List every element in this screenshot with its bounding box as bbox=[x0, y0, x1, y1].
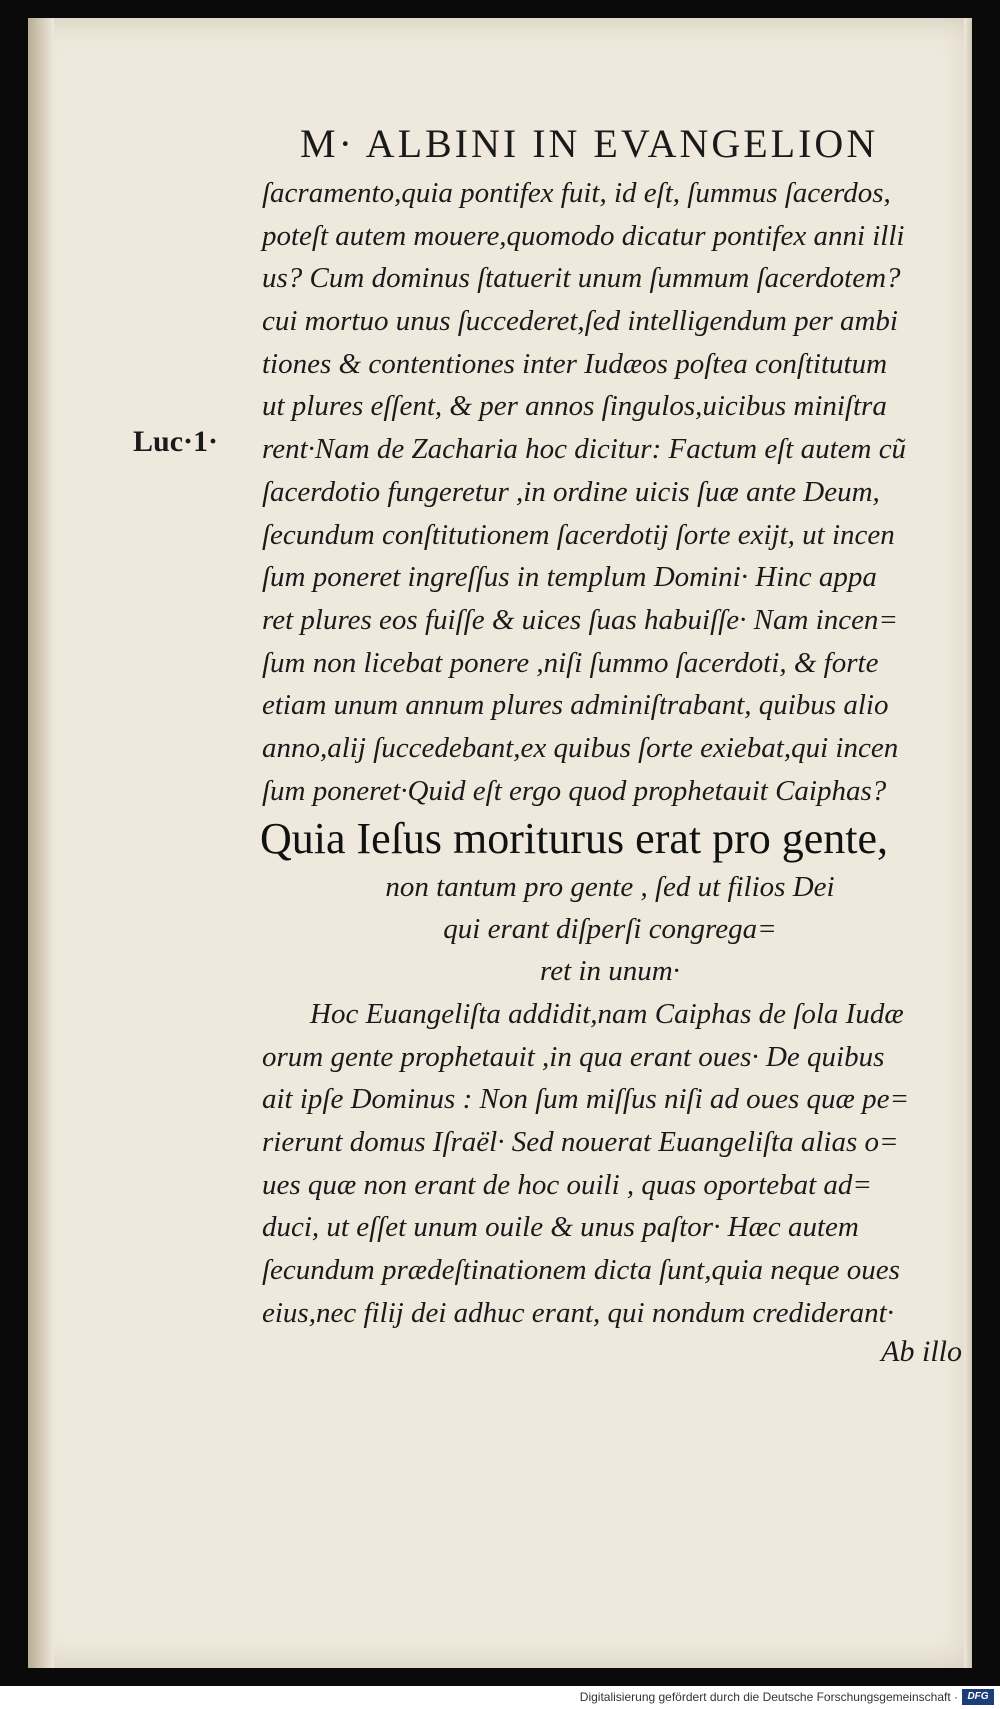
text-line: ſecundum prædeſtinationem dicta ſunt,quia neque oues bbox=[262, 1254, 900, 1287]
text-line: ſum non licebat ponere ,niſi ſummo ſacerdoti, & forte bbox=[262, 646, 879, 679]
scripture-lemma bbox=[260, 812, 960, 992]
text-line: ſacerdotio fungeretur ,in ordine uicis ſuæ ante Deum, bbox=[262, 475, 880, 508]
text-line: ait ipſe Dominus : Non ſum miſſus niſi ad oues quæ pe= bbox=[262, 1083, 910, 1116]
text-line: duci, ut eſſet unum ouile & unus paſtor· Hæc autem bbox=[262, 1211, 859, 1244]
text-line: ſecundum conſtitutionem ſacerdotij ſorte exijt, ut incen bbox=[262, 518, 895, 551]
commentary-paragraph bbox=[262, 993, 962, 1335]
text-line: tiones & contentiones inter Iudæos poſtea conſtitutum bbox=[262, 347, 888, 380]
lemma-line: ret in unum· bbox=[540, 955, 680, 987]
text-line: anno,alij ſuccedebant,ex quibus ſorte exiebat,qui incen bbox=[262, 731, 899, 764]
text-line: ret plures eos fuiſſe & uices ſuas habuiſſe· Nam incen= bbox=[262, 603, 899, 636]
text-line: ſum poneret ingreſſus in templum Domini· Hinc appa bbox=[262, 561, 877, 594]
page-edge bbox=[964, 18, 972, 1668]
dfg-logo-icon: DFG bbox=[962, 1689, 994, 1705]
catchword: Ab illo bbox=[881, 1335, 962, 1368]
text-line: ſum poneret·Quid eſt ergo quod prophetauit Caiphas? bbox=[262, 774, 887, 807]
text-line: orum gente prophetauit ,in qua erant oues· De quibus bbox=[262, 1040, 885, 1073]
lemma-line: qui erant diſperſi congrega= bbox=[443, 913, 777, 945]
text-line: ut plures eſſent, & per annos ſingulos,uicibus miniſtra bbox=[262, 390, 887, 423]
lemma-heading: Quia Ieſus moriturus erat pro gente, bbox=[260, 814, 889, 863]
text-line: Hoc Euangeliſta addidit,nam Caiphas de ſola Iudæ bbox=[310, 998, 904, 1030]
running-head: M· ALBINI IN EVANGELION bbox=[300, 121, 879, 166]
text-line: etiam unum annum plures adminiſtrabant, quibus alio bbox=[262, 689, 889, 722]
lemma-line: non tantum pro gente , ſed ut filios Dei bbox=[385, 871, 835, 903]
text-line: us? Cum dominus ſtatuerit unum ſummum ſacerdotem? bbox=[262, 262, 901, 295]
page-spine-shadow bbox=[28, 18, 54, 1668]
body-paragraph bbox=[262, 172, 962, 812]
text-line: eius,nec filij dei adhuc erant, qui nondum crediderant· bbox=[262, 1296, 894, 1329]
text-line: rent·Nam de Zacharia hoc dicitur: Factum eſt autem cũ bbox=[262, 433, 907, 466]
text-line: ues quæ non erant de hoc ouili , quas oportebat ad= bbox=[262, 1168, 873, 1201]
text-line: ſacramento,quia pontifex fuit, id eſt, ſummus ſacerdos, bbox=[262, 177, 891, 209]
margin-note: Luc·1· bbox=[133, 425, 219, 458]
text-line: cui mortuo unus ſuccederet,ſed intelligendum per ambi bbox=[262, 305, 898, 338]
text-line: rierunt domus Iſraël· Sed nouerat Euangeliſta alias o= bbox=[262, 1126, 899, 1159]
text-line: poteſt autem mouere,quomodo dicatur pontifex anni illi bbox=[262, 219, 905, 252]
funding-credit: Digitalisierung gefördert durch die Deutsche Forschungsgemeinschaft · bbox=[579, 1690, 958, 1704]
